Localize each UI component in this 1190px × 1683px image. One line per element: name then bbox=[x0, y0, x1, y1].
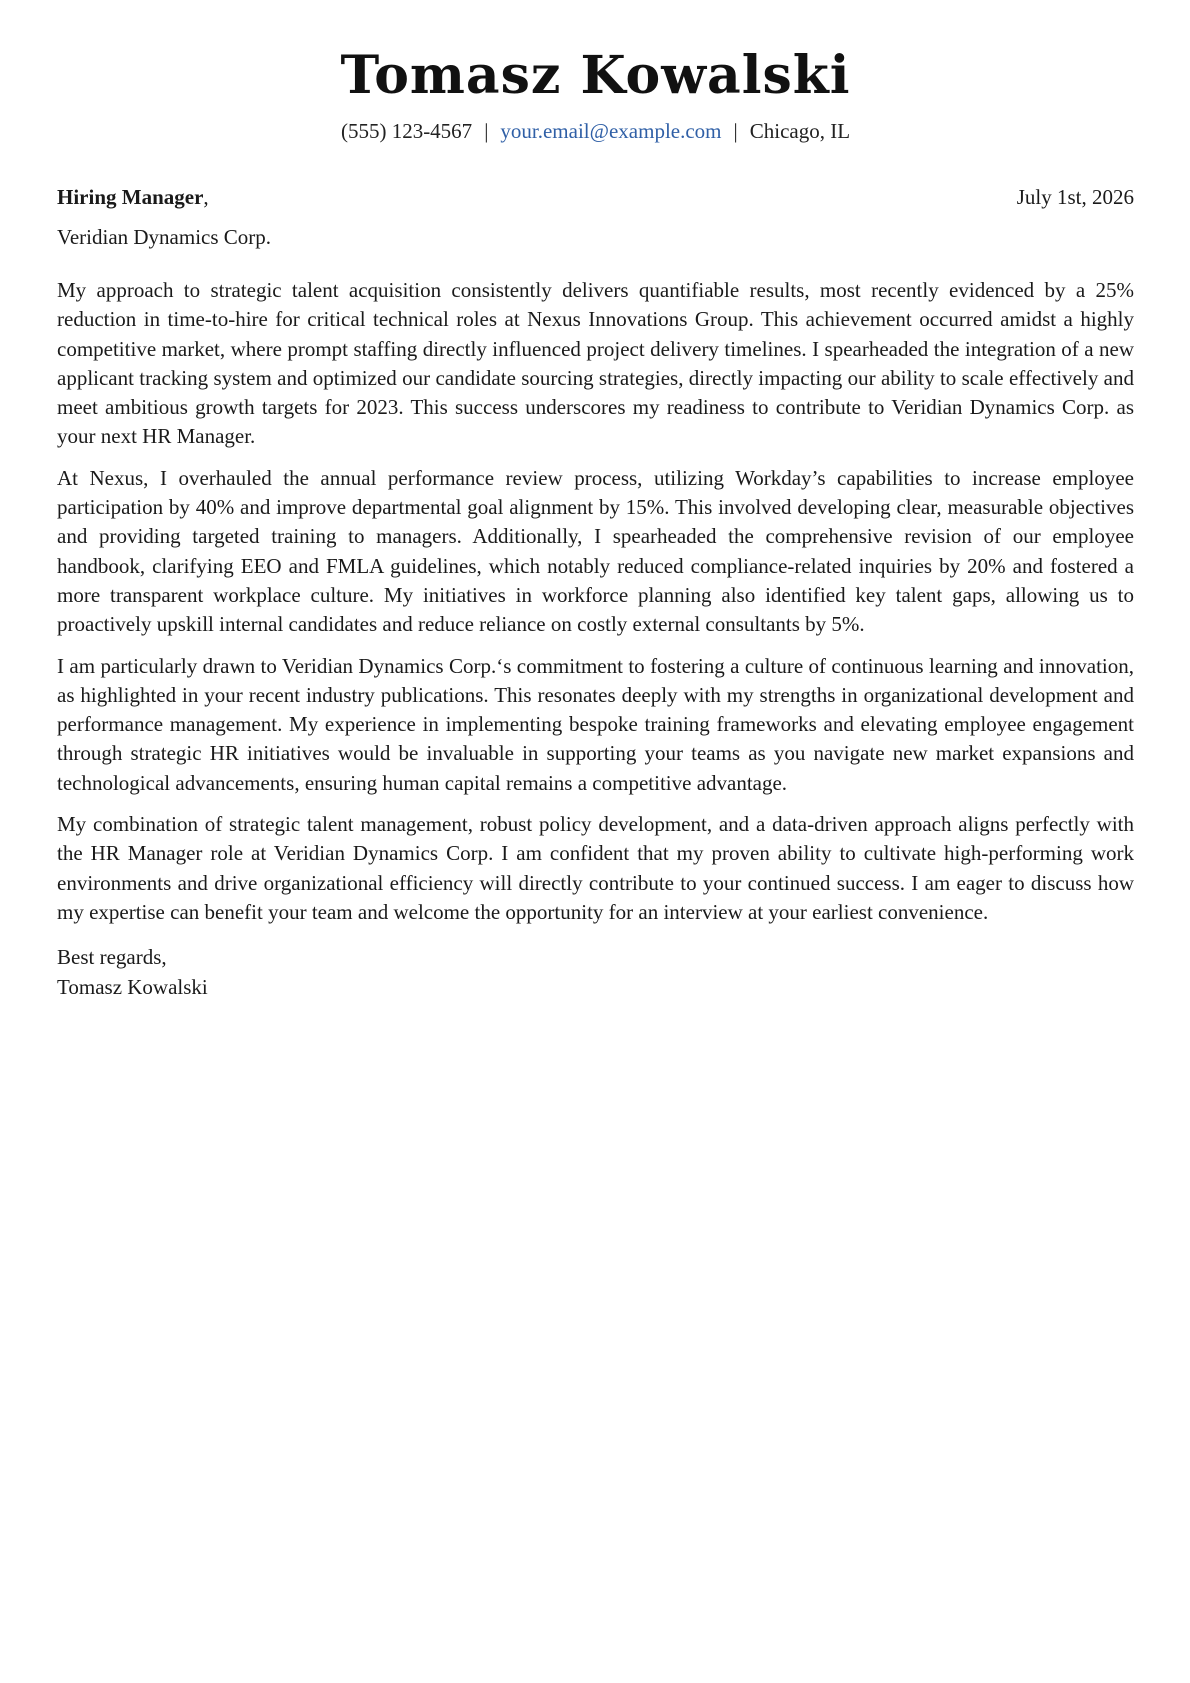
recipient-block bbox=[57, 182, 1134, 252]
closing-salutation: Best regards, bbox=[57, 945, 167, 970]
body-paragraph: My approach to strategic talent acquisition consistently delivers quantifiable results, most recently evidenced by a 25% reduction in time-to-hire for critical technical roles at Nexus Innovations Group. This achievement occurred amidst a highly competitive market, where prompt staffing directly influenced project delivery timelines. I spearheaded the integration of a new applicant tracking system and optimized our candidate sourcing strategies, directly impacting our ability to scale effectively and meet ambitious growth targets for 2023. This success underscores my readiness to contribute to Veridian Dynamics Corp. as your next HR Manager. bbox=[57, 278, 1134, 449]
contact-separator: | bbox=[733, 119, 738, 143]
contact-line bbox=[57, 116, 1134, 146]
recipient-title-suffix: , bbox=[203, 185, 209, 209]
recipient-salutation bbox=[57, 182, 209, 212]
phone-number: (555) 123-4567 bbox=[340, 119, 473, 143]
signature-name: Tomasz Kowalski bbox=[57, 974, 208, 999]
email-link[interactable]: your.email@example.com bbox=[500, 119, 722, 143]
recipient-date-row bbox=[57, 182, 1134, 212]
letter-body bbox=[57, 276, 1134, 927]
recipient-title: Hiring Manager bbox=[57, 185, 204, 209]
letter-header bbox=[57, 0, 1134, 146]
body-paragraph: At Nexus, I overhauled the annual performance review process, utilizing Workday’s capabilities to increase employee participation by 40% and improve departmental goal alignment by 15%. This involved developing clear, measurable objectives and providing targeted training to managers. Additionally, I spearheaded the comprehensive revision of our employee handbook, clarifying EEO and FMLA guidelines, which notably reduced compliance-related inquiries by 20% and fostered a more transparent workplace culture. My initiatives in workforce planning also identified key talent gaps, allowing us to proactively upskill internal candidates and reduce reliance on costly external consultants by 5%. bbox=[57, 465, 1134, 637]
body-paragraph: My combination of strategic talent management, robust policy development, and a data-driven approach aligns perfectly with the HR Manager role at Veridian Dynamics Corp. I am confident that my proven ability to cultivate high-performing work environments and drive organizational efficiency will directly contribute to your continued success. I am eager to discuss how my expertise can benefit your team and welcome the opportunity for an interview at your earliest convenience. bbox=[57, 812, 1134, 924]
body-paragraph: I am particularly drawn to Veridian Dynamics Corp.‘s commitment to fostering a culture of continuous learning and innovation, as highlighted in your recent industry publications. This resonates deeply with my strengths in organizational development and performance management. My experience in implementing bespoke training frameworks and elevating employee engagement through strategic HR initiatives would be invaluable in supporting your teams as you navigate new market expansions and technological advancements, ensuring human capital remains a competitive advantage. bbox=[57, 653, 1134, 795]
letter-date: July 1st, 2026 bbox=[1016, 185, 1134, 209]
cover-letter-page bbox=[57, 0, 1134, 1002]
letter-closing bbox=[57, 943, 1134, 1002]
recipient-company: Veridian Dynamics Corp. bbox=[57, 225, 272, 249]
location: Chicago, IL bbox=[749, 119, 851, 143]
contact-separator: | bbox=[484, 119, 489, 143]
sender-name: Tomasz Kowalski bbox=[340, 45, 851, 106]
